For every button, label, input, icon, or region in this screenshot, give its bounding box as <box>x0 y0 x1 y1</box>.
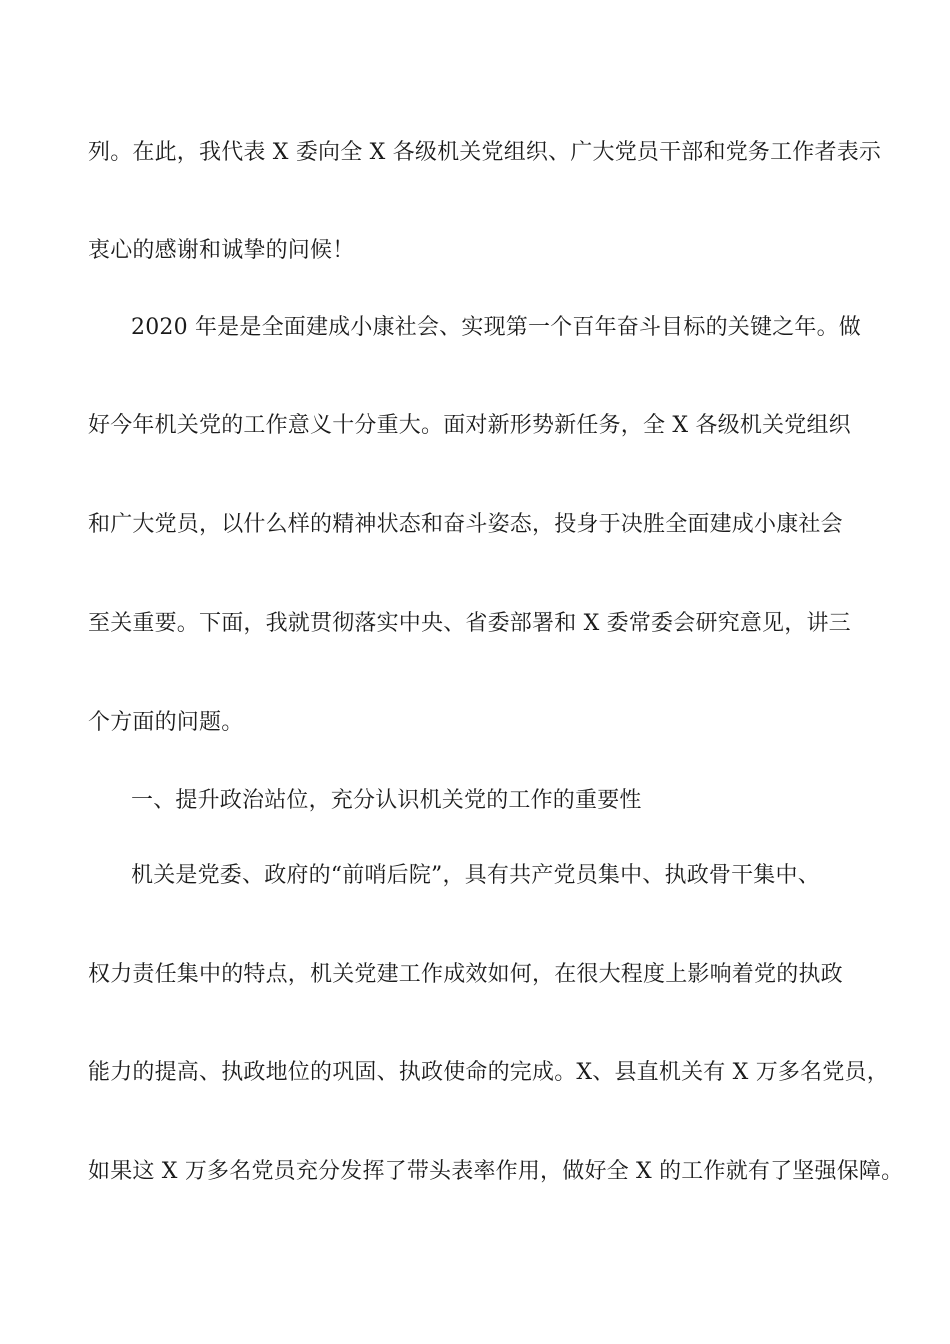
text-line: 个方面的问题。 <box>88 710 244 735</box>
text-line: 如果这 X 万多名党员充分发挥了带头表率作用，做好全 X 的工作就有了坚强保障。 <box>88 1159 904 1184</box>
text-line: 能力的提高、执政地位的巩固、执政使命的完成。X、县直机关有 X 万多名党员， <box>88 1060 889 1085</box>
text-line: 至关重要。下面，我就贯彻落实中央、省委部署和 X 委常委会研究意见，讲三 <box>88 611 851 636</box>
text-line: 权力责任集中的特点，机关党建工作成效如何，在很大程度上影响着党的执政 <box>88 962 843 987</box>
paragraph-first-line: 2020 年是是全面建成小康社会、实现第一个百年奋斗目标的关键之年。做 <box>131 315 861 340</box>
text-line: 好今年机关党的工作意义十分重大。面对新形势新任务，全 X 各级机关党组织 <box>88 413 851 438</box>
paragraph-first-line: 机关是党委、政府的“前哨后院”，具有共产党员集中、执政骨干集中、 <box>131 863 820 888</box>
section-heading: 一、提升政治站位，充分认识机关党的工作的重要性 <box>131 788 642 813</box>
text-line: 列。在此，我代表 X 委向全 X 各级机关党组织、广大党员干部和党务工作者表示 <box>88 140 882 165</box>
text-line: 衷心的感谢和诚挚的问候！ <box>88 238 355 263</box>
text-line: 和广大党员，以什么样的精神状态和奋斗姿态，投身于决胜全面建成小康社会 <box>88 512 843 537</box>
